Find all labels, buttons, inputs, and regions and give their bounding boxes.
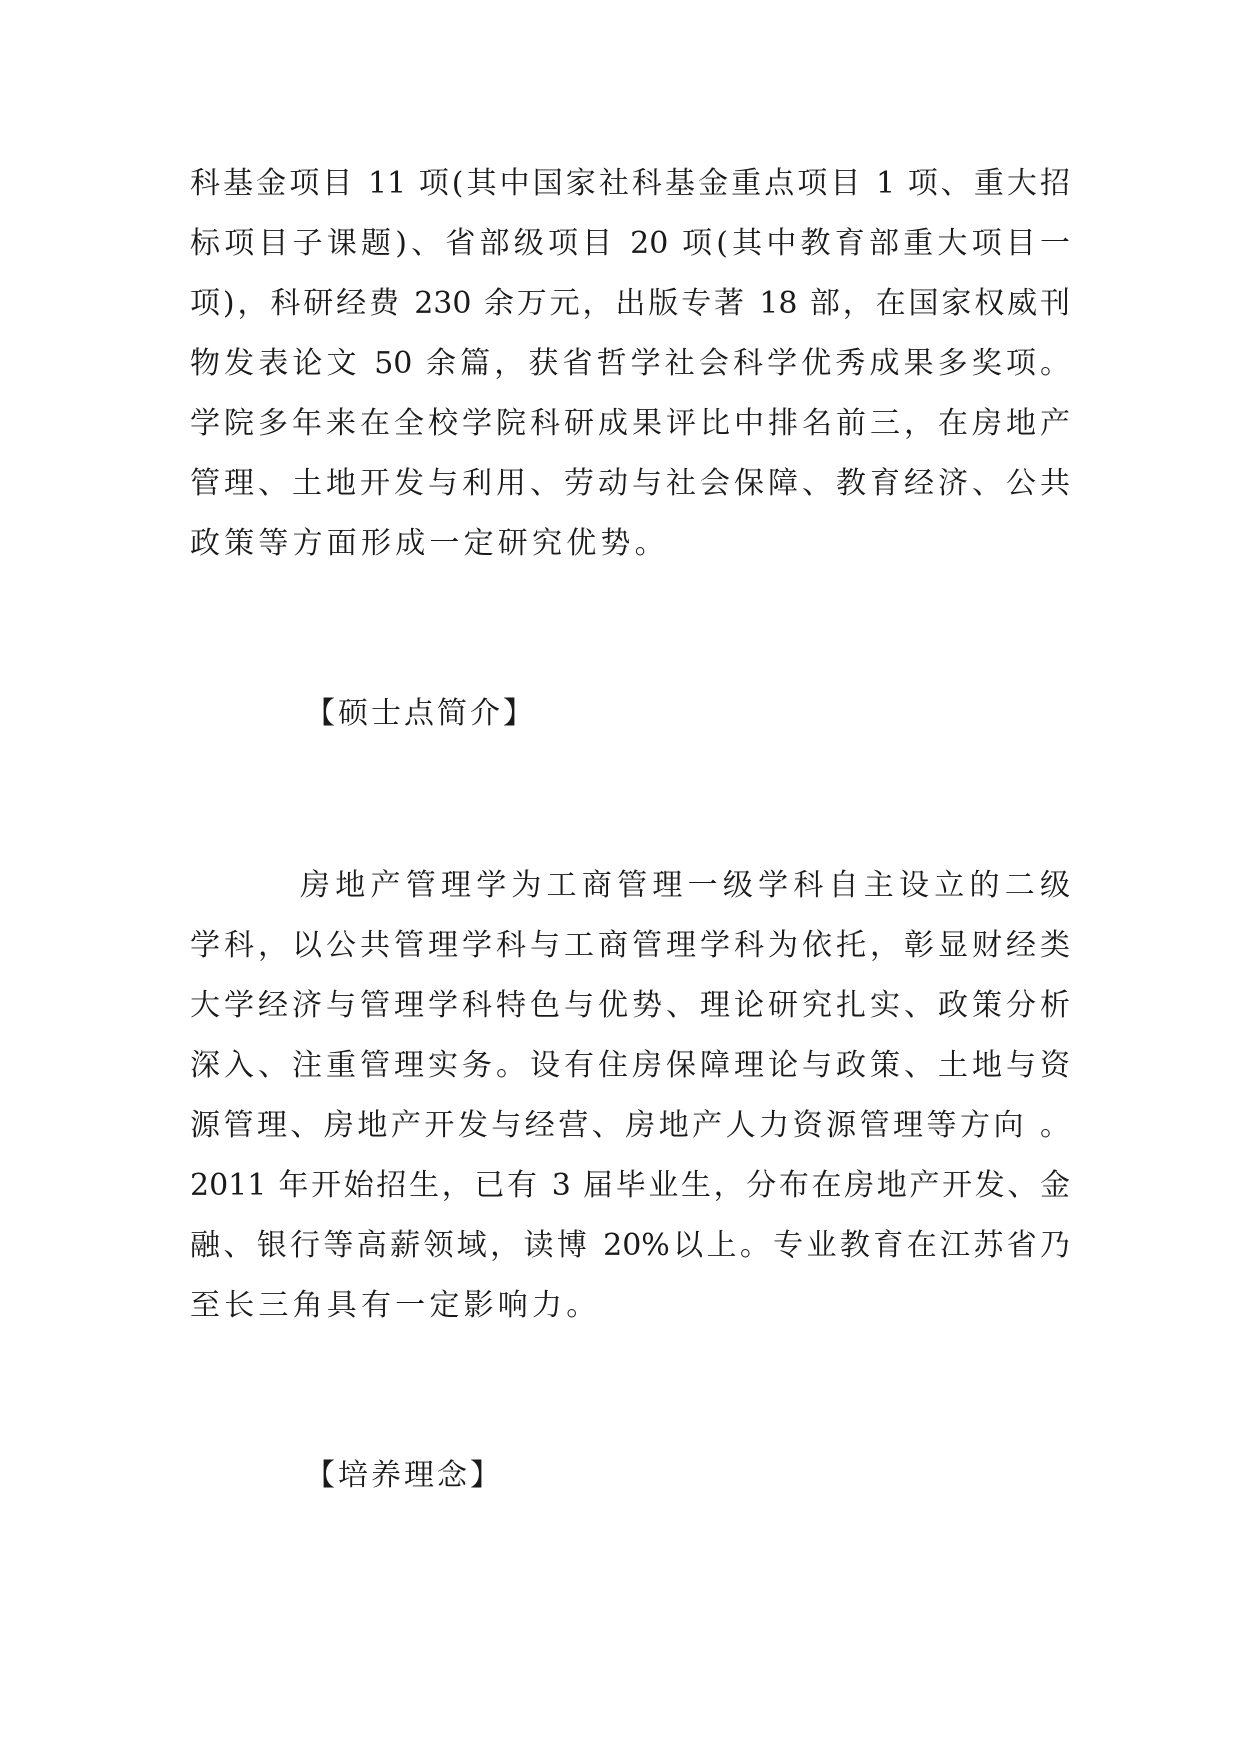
paragraph-1-line-1: 科基金项目 11 项(其中国家社科基金重点项目 1 项、重大招 (190, 166, 1070, 201)
paragraph-2-line-1: 房地产管理学为工商管理一级学科自主设立的二级 (300, 868, 1070, 903)
paragraph-1-line-7: 政策等方面形成一定研究优势。 (190, 526, 669, 561)
section-heading-masters: 【硕士点简介】 (305, 696, 536, 731)
paragraph-1-line-3: 项)，科研经费 230 余万元，出版专著 18 部，在国家权威刊 (190, 286, 1070, 321)
paragraph-2-line-8: 至长三角具有一定影响力。 (190, 1288, 601, 1323)
paragraph-2-line-4: 深入、注重管理实务。设有住房保障理论与政策、土地与资 (190, 1048, 1070, 1083)
paragraph-1-line-6: 管理、土地开发与利用、劳动与社会保障、教育经济、公共 (190, 466, 1070, 501)
paragraph-2-line-7: 融、银行等高薪领域，读博 20%以上。专业教育在江苏省乃 (190, 1228, 1070, 1263)
paragraph-2-line-3: 大学经济与管理学科特色与优势、理论研究扎实、政策分析 (190, 988, 1070, 1023)
section-heading-training: 【培养理念】 (305, 1458, 503, 1493)
paragraph-2-line-2: 学科，以公共管理学科与工商管理学科为依托，彰显财经类 (190, 928, 1070, 963)
paragraph-2-line-6: 2011 年开始招生，已有 3 届毕业生，分布在房地产开发、金 (190, 1168, 1070, 1203)
paragraph-1-line-2: 标项目子课题)、省部级项目 20 项(其中教育部重大项目一 (190, 226, 1070, 261)
paragraph-1-line-5: 学院多年来在全校学院科研成果评比中排名前三，在房地产 (190, 406, 1070, 441)
paragraph-1-line-4: 物发表论文 50 余篇，获省哲学社会科学优秀成果多奖项。 (190, 346, 1070, 381)
paragraph-2-line-5: 源管理、房地产开发与经营、房地产人力资源管理等方向 。 (190, 1108, 1070, 1143)
